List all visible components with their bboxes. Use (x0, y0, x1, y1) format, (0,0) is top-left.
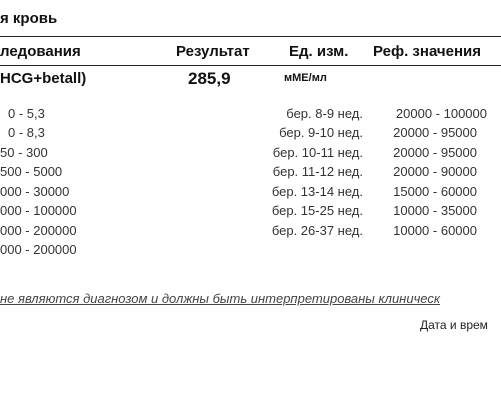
ref-week-period: бер. 15-25 нед. (271, 203, 363, 218)
col-result-header: Результат (176, 43, 250, 60)
ref-week-range: 20000 - 95000 (393, 145, 477, 160)
ref-left-row: 0 - 8,3 (8, 125, 45, 140)
ref-week-range: 20000 - 95000 (393, 125, 477, 140)
col-ref-header: Реф. значения (373, 43, 482, 60)
ref-week-period: бер. 9-10 нед. (279, 125, 363, 140)
ref-week-period: бер. 8-9 нед. (286, 106, 363, 121)
ref-left-row: 000 - 200000 (0, 242, 77, 257)
date-label: Дата и врем (420, 318, 488, 332)
ref-week-range: 20000 - 100000 (395, 106, 487, 121)
col-unit-header: Ед. изм. (289, 43, 349, 60)
col-study-header: ледования (0, 43, 81, 60)
test-unit: мМЕ/мл (284, 72, 327, 84)
ref-week-period: бер. 10-11 нед. (272, 145, 363, 160)
ref-week-period: бер. 13-14 нед. (271, 184, 363, 199)
ref-week-range: 10000 - 60000 (393, 223, 477, 238)
ref-left-row: 000 - 30000 (0, 184, 70, 199)
ref-week-period: бер. 11-12 нед. (272, 164, 363, 179)
ref-left-row: 50 - 300 (0, 145, 48, 160)
ref-left-row: 000 - 200000 (0, 223, 77, 238)
test-name: HCG+betall) (0, 70, 87, 87)
document-title: я кровь (0, 10, 58, 27)
ref-left-row: 000 - 100000 (0, 203, 77, 218)
test-result: 285,9 (188, 69, 231, 88)
ref-week-range: 20000 - 90000 (393, 164, 477, 179)
header-bottom-rule (0, 65, 501, 66)
ref-week-period: бер. 26-37 нед. (271, 223, 363, 238)
ref-left-row: 0 - 5,3 (8, 106, 45, 121)
disclaimer-note: не являются диагнозом и должны быть интерпретированы клиническ (0, 291, 441, 306)
ref-week-range: 10000 - 35000 (393, 203, 477, 218)
header-top-rule (0, 36, 501, 37)
ref-left-row: 500 - 5000 (0, 164, 63, 179)
ref-week-range: 15000 - 60000 (393, 184, 477, 199)
